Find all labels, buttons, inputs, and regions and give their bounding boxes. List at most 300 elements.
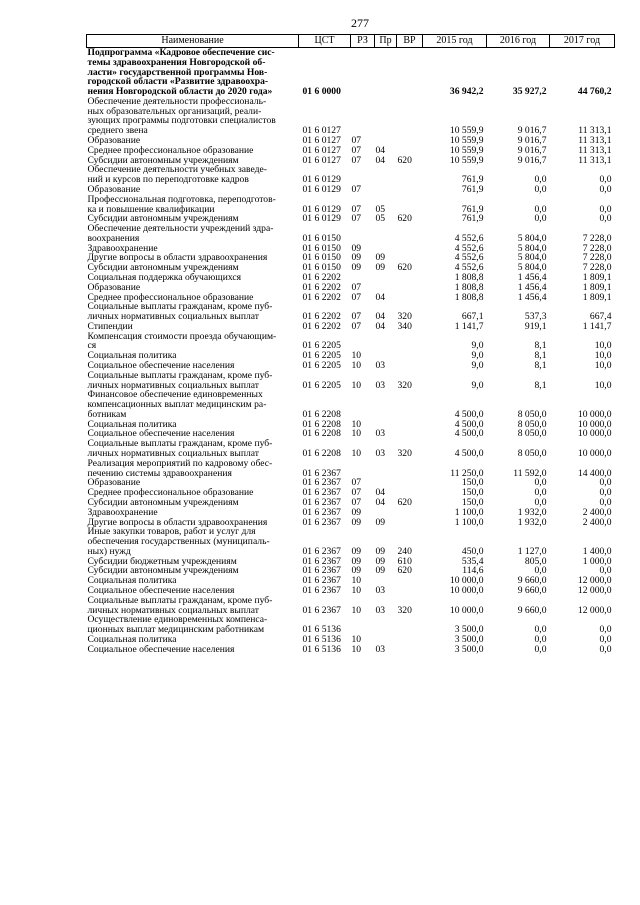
row-vr [397, 195, 423, 215]
row-value-2016: 0,0 [534, 643, 547, 655]
row-rz [351, 48, 375, 97]
row-cst: 01 6 2205 [302, 379, 341, 391]
row-name: Социальная поддержка обучающихся [87, 271, 242, 283]
row-value-2017: 10 000,0 [577, 408, 612, 420]
row-value-2016: 5 804,0 [517, 232, 547, 244]
row-cst: 01 6 2367 [302, 467, 341, 479]
row-value-2015: 761,9 [461, 203, 484, 215]
table-body [87, 48, 615, 655]
row-value-2017: 0,0 [599, 496, 612, 508]
row-pr [375, 615, 397, 635]
row-value-2015: 4 500,0 [454, 418, 484, 430]
row-value-2017: 0,0 [599, 203, 612, 215]
row-pr [375, 185, 397, 195]
row-cst: 01 6 2367 [302, 496, 341, 508]
row-pr: 09 [375, 262, 386, 274]
row-name: Субсидии автономным учреждениям [87, 154, 239, 166]
row-rz: 10 [351, 448, 362, 460]
row-value-2015: 4 552,6 [454, 232, 484, 244]
table-row [87, 527, 615, 556]
row-name: Субсидии автономным учреждениям [87, 565, 239, 577]
row-value-2017: 0,0 [599, 633, 612, 645]
row-cst: 01 6 2202 [302, 281, 341, 293]
row-rz: 10 [351, 575, 362, 587]
row-name: Подпрограмма «Кадровое обеспечение сис- темы здравоохранения Новгородской об- ласти» государственной программы Нов- городской области «Развитие здравоохра- нения Новгородской области до 2020 года» [87, 47, 275, 98]
row-value-2015: 10 000,0 [449, 584, 484, 596]
row-value-2016: 9 016,7 [517, 154, 547, 166]
row-value-2016: 0,0 [534, 633, 547, 645]
row-value-2016: 35 927,2 [512, 86, 547, 98]
row-value-2015: 9,0 [471, 350, 484, 362]
row-vr [397, 361, 423, 371]
table-row [87, 224, 615, 244]
row-name: Иные закупки товаров, работ и услуг для обеспечения государственных (муниципаль- ных) нужд [87, 526, 270, 557]
row-name: Социальные выплаты гражданам, кроме пуб- личных нормативных социальных выплат [87, 369, 273, 391]
row-rz [351, 390, 375, 419]
row-cst: 01 6 2367 [302, 555, 341, 567]
row-value-2017: 11 313,1 [578, 125, 612, 137]
row-pr: 04 [375, 496, 386, 508]
row-name: Субсидии бюджетным учреждениям [87, 555, 237, 567]
page-number: 277 [351, 16, 369, 30]
row-value-2015: 4 500,0 [454, 448, 484, 460]
row-cst: 01 6 2202 [302, 311, 341, 323]
row-value-2015: 10 559,9 [449, 144, 484, 156]
row-vr [397, 459, 423, 479]
row-vr: 340 [397, 320, 412, 332]
row-rz [351, 459, 375, 479]
row-value-2015: 11 250,0 [450, 467, 484, 479]
row-value-2017: 7 228,0 [582, 252, 612, 264]
row-cst: 01 6 2367 [302, 604, 341, 616]
row-vr [397, 332, 423, 352]
row-pr: 09 [375, 555, 386, 567]
row-vr [397, 420, 423, 430]
row-cst: 01 6 2367 [302, 487, 341, 499]
row-value-2015: 761,9 [461, 174, 484, 186]
row-value-2015: 3 500,0 [454, 633, 484, 645]
row-value-2017: 0,0 [599, 477, 612, 489]
row-value-2015: 4 500,0 [454, 428, 484, 440]
row-rz: 10 [351, 418, 362, 430]
row-name: Образование [87, 477, 141, 489]
row-name: Среднее профессиональное образование [87, 487, 254, 499]
row-name: Финансовое обеспечение единовременных компенсационных выплат медицинским ра- ботникам [87, 389, 267, 420]
row-vr [397, 351, 423, 361]
row-name: Обеспечение деятельности учреждений здра- воохранения [87, 223, 274, 244]
row-name: Образование [87, 135, 141, 147]
row-vr: 620 [397, 213, 412, 225]
header-pr: Пр [375, 35, 397, 48]
row-value-2016: 919,1 [524, 320, 547, 332]
row-vr [397, 273, 423, 283]
row-rz: 09 [351, 565, 362, 577]
row-name: Среднее профессиональное образование [87, 144, 254, 156]
row-pr: 04 [375, 320, 386, 332]
row-value-2016: 0,0 [534, 487, 547, 499]
row-value-2017: 1 809,1 [582, 291, 612, 303]
row-value-2017: 1 400,0 [582, 545, 612, 557]
row-value-2017: 12 000,0 [577, 584, 612, 596]
row-name: Социальная политика [87, 575, 177, 587]
row-cst: 01 6 2367 [302, 565, 341, 577]
table-row [87, 48, 615, 97]
row-vr [397, 244, 423, 254]
row-cst: 01 6 0129 [302, 183, 341, 195]
row-pr: 04 [375, 144, 386, 156]
row-cst: 01 6 2205 [302, 350, 341, 362]
row-cst: 01 6 2205 [302, 340, 341, 352]
row-pr [375, 332, 397, 352]
row-value-2017: 667,4 [589, 311, 612, 323]
table-row [87, 97, 615, 136]
row-value-2016: 8 050,0 [517, 428, 547, 440]
row-pr: 03 [375, 643, 386, 655]
row-pr [375, 165, 397, 185]
row-rz: 09 [351, 516, 362, 528]
row-value-2016: 0,0 [534, 565, 547, 577]
row-vr [397, 293, 423, 303]
row-name: Осуществление единовременных компенса- ционных выплат медицинским работникам [87, 614, 268, 636]
row-vr: 320 [397, 604, 412, 616]
row-cst: 01 6 2208 [302, 448, 341, 460]
row-name: Социальные выплаты гражданам, кроме пуб- личных нормативных социальных выплат [87, 301, 273, 323]
table-row [87, 302, 615, 322]
table-header-row [87, 35, 615, 48]
header-2016: 2016 год [487, 35, 550, 48]
row-value-2015: 150,0 [461, 487, 484, 499]
row-rz: 10 [351, 428, 362, 440]
table-row [87, 645, 615, 655]
row-value-2017: 10,0 [594, 340, 612, 352]
row-name: Субсидии автономным учреждениям [87, 213, 239, 225]
row-rz [351, 224, 375, 244]
row-value-2017: 0,0 [599, 624, 612, 636]
row-cst: 01 6 2367 [302, 506, 341, 518]
row-value-2015: 10 000,0 [449, 604, 484, 616]
row-name: Социальное обеспечение населения [87, 428, 235, 440]
row-value-2017: 11 313,1 [578, 135, 612, 147]
row-cst: 01 6 2208 [302, 418, 341, 430]
row-value-2017: 1 141,7 [582, 320, 612, 332]
row-name: Социальное обеспечение населения [87, 584, 235, 596]
row-value-2017: 0,0 [599, 487, 612, 499]
row-value-2015: 4 552,6 [454, 262, 484, 274]
row-rz: 09 [351, 545, 362, 557]
row-vr [397, 390, 423, 419]
row-pr: 03 [375, 428, 386, 440]
table-row [87, 439, 615, 459]
row-value-2017: 0,0 [599, 643, 612, 655]
row-rz [351, 165, 375, 185]
row-cst: 01 6 2202 [302, 320, 341, 332]
table-row [87, 459, 615, 479]
row-name: Социальное обеспечение населения [87, 360, 235, 371]
row-rz: 07 [351, 320, 362, 332]
row-value-2015: 9,0 [471, 360, 484, 371]
row-value-2017: 1 000,0 [582, 555, 612, 567]
header-2015: 2015 год [423, 35, 487, 48]
row-value-2016: 8 050,0 [517, 448, 547, 460]
row-value-2016: 0,0 [534, 183, 547, 195]
row-value-2017: 10 000,0 [577, 418, 612, 430]
row-pr: 03 [375, 360, 386, 371]
row-pr [375, 273, 397, 283]
row-cst: 01 6 2367 [302, 516, 341, 528]
row-vr: 620 [397, 154, 412, 166]
row-value-2015: 114,6 [462, 565, 484, 577]
row-vr: 240 [397, 545, 412, 557]
row-value-2017: 7 228,0 [582, 262, 612, 274]
row-pr: 09 [375, 516, 386, 528]
row-value-2016: 8 050,0 [517, 408, 547, 420]
row-name: Социальные выплаты гражданам, кроме пуб- личных нормативных социальных выплат [87, 438, 273, 460]
row-name: Здравоохранение [87, 242, 158, 254]
row-value-2017: 12 000,0 [577, 604, 612, 616]
row-rz: 10 [351, 604, 362, 616]
row-vr [397, 508, 423, 518]
row-cst: 01 6 2208 [302, 428, 341, 440]
row-rz: 07 [351, 281, 362, 293]
row-value-2017: 1 809,1 [582, 271, 612, 283]
row-value-2016: 8 050,0 [517, 418, 547, 430]
row-rz: 09 [351, 262, 362, 274]
row-value-2015: 761,9 [461, 213, 484, 225]
row-value-2016: 0,0 [534, 174, 547, 186]
row-value-2015: 1 100,0 [454, 516, 484, 528]
row-value-2016: 1 456,4 [517, 271, 547, 283]
row-value-2016: 11 592,0 [513, 467, 547, 479]
row-name: Субсидии автономным учреждениям [87, 496, 239, 508]
row-vr [397, 586, 423, 596]
row-vr [397, 645, 423, 655]
row-value-2017: 7 228,0 [582, 242, 612, 254]
row-value-2017: 0,0 [599, 565, 612, 577]
row-value-2016: 9 016,7 [517, 135, 547, 147]
row-value-2015: 10 559,9 [449, 125, 484, 137]
table-row [87, 332, 615, 352]
row-value-2015: 4 552,6 [454, 252, 484, 264]
row-value-2015: 1 808,8 [454, 281, 484, 293]
row-vr [397, 48, 423, 97]
row-value-2016: 0,0 [534, 496, 547, 508]
row-rz: 10 [351, 584, 362, 596]
row-value-2017: 44 760,2 [577, 86, 612, 98]
row-value-2016: 9 660,0 [517, 604, 547, 616]
row-value-2017: 10 000,0 [577, 448, 612, 460]
row-pr: 04 [375, 154, 386, 166]
row-vr [397, 518, 423, 528]
row-value-2017: 14 400,0 [577, 467, 612, 479]
row-value-2017: 10,0 [594, 350, 612, 362]
row-value-2016: 5 804,0 [517, 252, 547, 264]
row-vr [397, 429, 423, 439]
row-rz: 10 [351, 643, 362, 655]
row-cst: 01 6 2367 [302, 584, 341, 596]
row-pr: 03 [375, 448, 386, 460]
table-row [87, 615, 615, 635]
row-cst: 01 6 2205 [302, 360, 341, 371]
row-value-2015: 150,0 [461, 477, 484, 489]
row-value-2016: 1 456,4 [517, 281, 547, 293]
row-value-2015: 1 100,0 [454, 506, 484, 518]
row-value-2017: 12 000,0 [577, 575, 612, 587]
row-value-2015: 4 500,0 [454, 408, 484, 420]
row-value-2016: 805,0 [524, 555, 547, 567]
row-value-2015: 450,0 [461, 545, 484, 557]
row-rz: 09 [351, 555, 362, 567]
row-value-2016: 8,1 [534, 360, 547, 371]
row-value-2016: 9 016,7 [517, 144, 547, 156]
row-rz: 07 [351, 183, 362, 195]
row-rz: 07 [351, 213, 362, 225]
row-vr [397, 224, 423, 244]
row-name: Другие вопросы в области здравоохранения [87, 252, 268, 264]
row-value-2017: 0,0 [599, 213, 612, 225]
row-cst: 01 6 5136 [302, 624, 341, 636]
row-name: Субсидии автономным учреждениям [87, 262, 239, 274]
row-value-2016: 537,3 [524, 311, 547, 323]
row-pr [375, 224, 397, 244]
row-rz: 09 [351, 506, 362, 518]
row-rz: 07 [351, 144, 362, 156]
row-value-2017: 1 809,1 [582, 281, 612, 293]
row-cst: 01 6 0129 [302, 213, 341, 225]
row-value-2016: 1 932,0 [517, 516, 547, 528]
row-rz: 10 [351, 379, 362, 391]
table-row [87, 596, 615, 616]
row-name: Образование [87, 281, 141, 293]
row-vr [397, 185, 423, 195]
row-cst: 01 6 0150 [302, 262, 341, 274]
table-row [87, 165, 615, 185]
row-value-2015: 667,1 [461, 311, 484, 323]
row-name: Здравоохранение [87, 506, 158, 518]
row-value-2016: 8,1 [534, 379, 547, 391]
row-name: Социальная политика [87, 418, 177, 430]
row-rz: 07 [351, 203, 362, 215]
row-cst: 01 6 0150 [302, 252, 341, 264]
row-pr: 03 [375, 379, 386, 391]
row-name: Социальная политика [87, 350, 177, 362]
row-name: Образование [87, 183, 141, 195]
row-rz: 07 [351, 135, 362, 147]
row-value-2016: 1 456,4 [517, 291, 547, 303]
row-value-2015: 3 500,0 [454, 624, 484, 636]
row-cst: 01 6 5136 [302, 633, 341, 645]
row-rz: 07 [351, 477, 362, 489]
row-value-2015: 1 808,8 [454, 271, 484, 283]
header-2017: 2017 год [550, 35, 615, 48]
row-cst: 01 6 0129 [302, 203, 341, 215]
row-cst: 01 6 2208 [302, 408, 341, 420]
row-cst: 01 6 0129 [302, 174, 341, 186]
row-value-2016: 8,1 [534, 350, 547, 362]
row-name: Профессиональная подготовка, переподготов- ка и повышение квалификации [87, 193, 276, 215]
row-value-2017: 11 313,1 [578, 154, 612, 166]
row-cst: 01 6 0127 [302, 135, 341, 147]
row-cst: 01 6 2202 [302, 271, 341, 283]
row-rz: 10 [351, 350, 362, 362]
row-pr: 09 [375, 252, 386, 264]
row-cst: 01 6 2367 [302, 477, 341, 489]
row-name: Реализация мероприятий по кадровому обес- печению системы здравоохранения [87, 457, 273, 479]
row-value-2017: 2 400,0 [582, 506, 612, 518]
row-value-2016: 1 932,0 [517, 506, 547, 518]
row-name: Обеспечение деятельности профессиональ- ных образовательных организаций, реали- зующих программы подготовки специалистов среднего звена [87, 95, 276, 137]
row-value-2016: 0,0 [534, 213, 547, 225]
row-rz: 07 [351, 291, 362, 303]
header-vr: ВР [397, 35, 423, 48]
row-rz [351, 332, 375, 352]
header-cst: ЦСТ [299, 35, 351, 48]
row-rz: 09 [351, 242, 362, 254]
row-pr [375, 97, 397, 136]
row-pr: 03 [375, 584, 386, 596]
row-cst: 01 6 0127 [302, 154, 341, 166]
row-value-2017: 10 000,0 [577, 428, 612, 440]
row-pr: 03 [375, 604, 386, 616]
row-rz: 10 [351, 633, 362, 645]
row-cst: 01 6 5136 [302, 643, 341, 655]
row-name: Стипендии [87, 320, 133, 332]
row-value-2017: 10,0 [594, 360, 612, 371]
row-vr: 320 [397, 379, 412, 391]
row-value-2016: 1 127,0 [517, 545, 547, 557]
row-value-2015: 9,0 [471, 379, 484, 391]
row-rz: 07 [351, 487, 362, 499]
row-cst: 01 6 0150 [302, 232, 341, 244]
row-value-2015: 535,4 [461, 555, 484, 567]
budget-table [86, 34, 615, 654]
row-pr [375, 390, 397, 419]
row-name: Компенсация стоимости проезда обучающим- ся [87, 330, 277, 352]
table-row [87, 390, 615, 419]
row-pr: 04 [375, 291, 386, 303]
row-vr: 620 [397, 565, 412, 577]
row-name: Среднее профессиональное образование [87, 291, 254, 303]
row-vr: 320 [397, 448, 412, 460]
row-cst: 01 6 0127 [302, 125, 341, 137]
row-cst: 01 6 0127 [302, 144, 341, 156]
row-pr: 05 [375, 213, 386, 225]
row-name: Социальная политика [87, 633, 177, 645]
row-value-2016: 0,0 [534, 624, 547, 636]
row-rz [351, 97, 375, 136]
row-cst: 01 6 2367 [302, 545, 341, 557]
row-pr [375, 459, 397, 479]
row-pr: 04 [375, 487, 386, 499]
row-vr: 320 [397, 311, 412, 323]
row-value-2015: 761,9 [461, 183, 484, 195]
row-value-2016: 8,1 [534, 340, 547, 352]
row-name: Обеспечение деятельности учебных заведе- ний и курсов по переподготовке кадров [87, 164, 267, 186]
row-value-2015: 36 942,2 [449, 86, 484, 98]
row-value-2016: 0,0 [534, 477, 547, 489]
row-vr [397, 283, 423, 293]
row-rz: 09 [351, 252, 362, 264]
row-vr: 610 [397, 555, 412, 567]
row-vr [397, 635, 423, 645]
row-value-2016: 9 660,0 [517, 584, 547, 596]
row-value-2017: 7 228,0 [582, 232, 612, 244]
row-value-2016: 5 804,0 [517, 262, 547, 274]
row-value-2016: 9 660,0 [517, 575, 547, 587]
row-value-2015: 4 552,6 [454, 242, 484, 254]
row-value-2015: 10 000,0 [449, 575, 484, 587]
row-value-2015: 3 500,0 [454, 643, 484, 655]
row-vr [397, 576, 423, 586]
